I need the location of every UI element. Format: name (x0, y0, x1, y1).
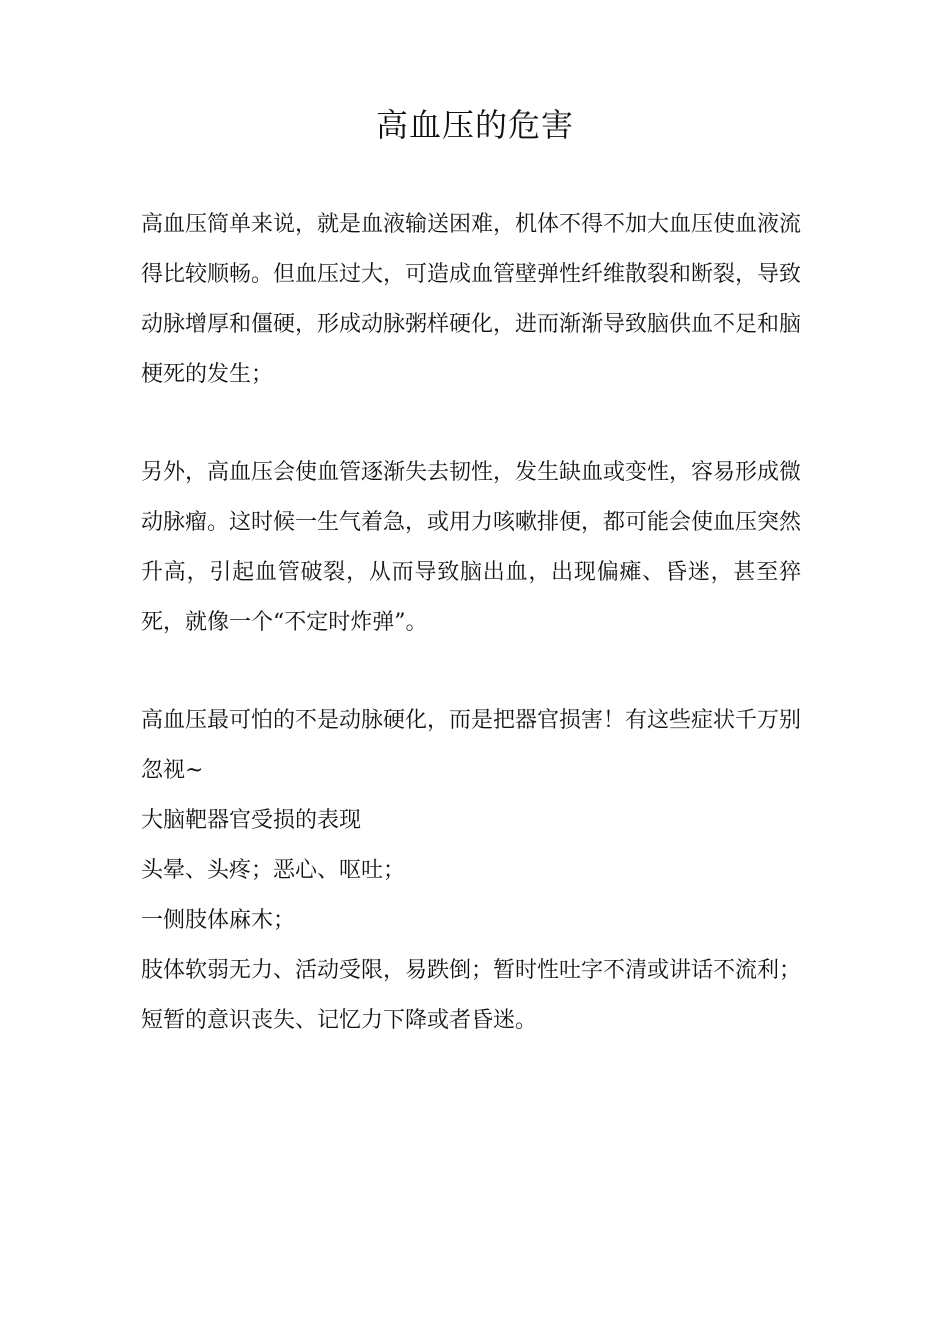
document-title: 高血压的危害 (375, 106, 574, 144)
symptom-line-2: 一侧肢体麻木； (141, 908, 296, 933)
symptom-heading: 大脑靶器官受损的表现 (141, 808, 362, 833)
paragraph-2: 另外，高血压会使血管逐渐失去韧性，发生缺血或变性，容易形成微动脉瘤。这时候一生气着急，或用力咳嗽排便，都可能会使血压突然升高，引起血管破裂，从而导致脑出血，出现偏瘫、昏迷，甚至猝死，就像一个“不定时炸弹”。 (141, 460, 802, 635)
paragraph-gap (141, 400, 801, 448)
paragraph-1: 高血压简单来说，就是血液输送困难，机体不得不加大血压使血液流得比较顺畅。但血压过大，可造成血管壁弹性纤维散裂和断裂，导致动脉增厚和僵硬，形成动脉粥样硬化，进而渐渐导致脑供血不足和脑梗死的发生； (141, 212, 802, 387)
symptom-line-1: 头晕、头疼；恶心、呕吐； (141, 858, 406, 883)
paragraph-gap (141, 648, 801, 696)
paragraph-3: 高血压最可怕的不是动脉硬化，而是把器官损害！有这些症状千万别忽视~ (141, 708, 802, 783)
symptom-paragraph: 肢体软弱无力、活动受限，易跌倒；暂时性吐字不清或讲话不流利；短暂的意识丧失、记忆力下降或者昏迷。 (141, 958, 802, 1033)
document-body (141, 200, 801, 1046)
